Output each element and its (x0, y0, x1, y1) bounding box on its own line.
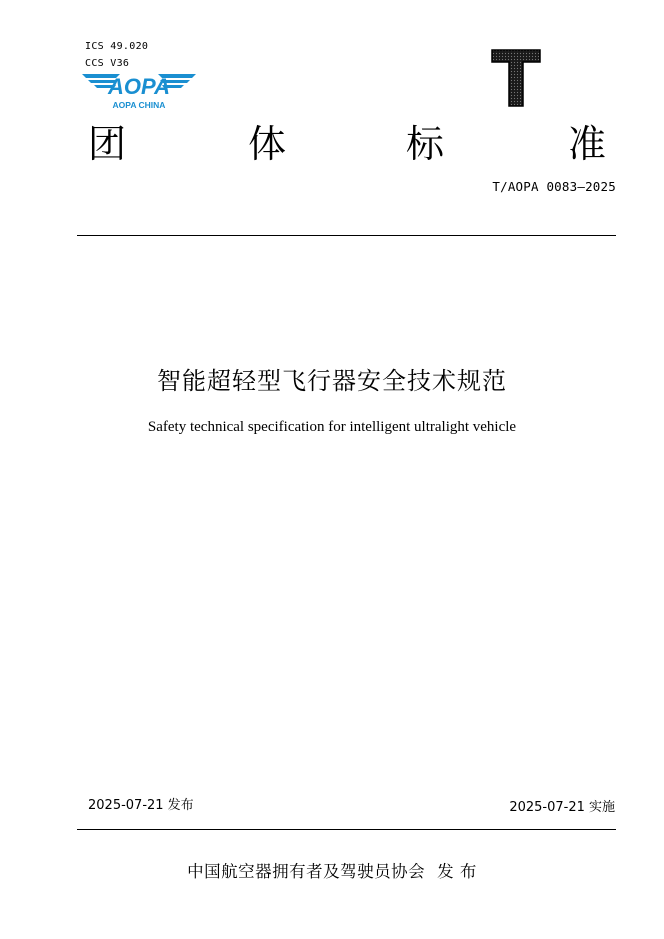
implement-date: 2025-07-21 实施 (509, 800, 615, 815)
publisher-organization: 中国航空器拥有者及驾驶员协会 (187, 862, 426, 881)
top-divider (77, 235, 616, 236)
ccs-code: CCS V36 (85, 58, 130, 69)
publisher-line (0, 858, 664, 882)
logo-sub-text: AOPA CHINA (112, 100, 166, 110)
standard-type-letter-t (486, 46, 546, 110)
ics-code: ICS 49.020 (85, 41, 149, 52)
standard-category-char-4: 准 (568, 122, 607, 166)
title-english: Safety technical specification for intelligent ultralight vehicle (147, 419, 517, 435)
title-chinese: 智能超轻型飞行器安全技术规范 (157, 367, 507, 395)
standard-category-char-3: 标 (406, 122, 445, 166)
standard-number: T/AOPA 0083—2025 (492, 179, 616, 194)
logo-main-text: AOPA (108, 74, 170, 99)
standard-category-char-2: 体 (248, 122, 287, 166)
publish-date: 2025-07-21 发布 (88, 798, 194, 813)
aopa-logo (80, 70, 198, 110)
bottom-divider (77, 829, 616, 830)
publisher-action: 发 布 (437, 862, 477, 881)
standard-category-char-1: 团 (88, 122, 127, 166)
